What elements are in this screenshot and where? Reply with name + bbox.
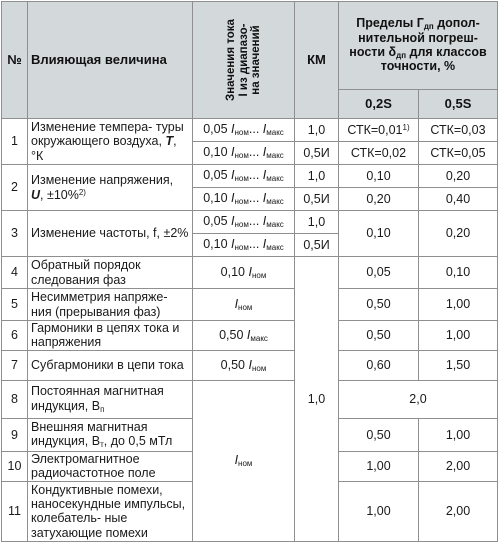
header-influence: Влияющая величина (28, 2, 193, 119)
row-influence: Изменение темпера- туры окружающего воздуха, T, °К (28, 119, 193, 165)
limit-05s: 0,40 (419, 188, 498, 211)
row-influence: Изменение напряжения, U, ±10%$^{2)}$ (28, 165, 193, 211)
row-influence: Субгармоники в цепи тока (28, 350, 193, 380)
km-value-merged: 1,0 (295, 257, 339, 542)
header-class-05s: 0,5S (419, 90, 498, 119)
current-range: 0,10 $I_{ном}$... $I_{макс}$ (193, 188, 295, 211)
row-influence: Изменение частоты, f, ±2% (28, 211, 193, 257)
accuracy-table (1, 1, 498, 542)
table-row (2, 321, 498, 351)
row-number: 9 (2, 418, 28, 451)
limit-02s: 0,50 (339, 321, 419, 351)
current-range: 0,05 $I_{ном}$... $I_{макс}$ (193, 211, 295, 234)
limit-05s: 1,00 (419, 418, 498, 451)
row-number: 6 (2, 321, 28, 351)
table-row (2, 165, 498, 188)
current-value-merged: $I_{ном}$ (193, 380, 295, 541)
row-influence: Гармоники в цепях тока и напряжения (28, 321, 193, 351)
current-range: 0,10 $I_{ном}$... $I_{макс}$ (193, 234, 295, 257)
limit-merged: 2,0 (339, 380, 498, 418)
row-number: 4 (2, 257, 28, 289)
km-value: 1,0 (295, 119, 339, 142)
table-row (2, 211, 498, 234)
row-number: 3 (2, 211, 28, 257)
current-range: 0,10 $I_{ном}$... $I_{макс}$ (193, 142, 295, 165)
limit-05s: 2,00 (419, 451, 498, 481)
km-value: 0,5И (295, 234, 339, 257)
limit-02s: 0,50 (339, 418, 419, 451)
table-row (2, 257, 498, 289)
current-range: 0,05 $I_{ном}$... $I_{макс}$ (193, 165, 295, 188)
limit-02s: 0,05 (339, 257, 419, 289)
limit-05s: СТК=0,03 (419, 119, 498, 142)
header-km: КМ (295, 2, 339, 119)
current-value: 0,50 $I_{ном}$ (193, 350, 295, 380)
limit-02s: 1,00 (339, 481, 419, 541)
row-influence: Электромагнитное радиочастотное поле (28, 451, 193, 481)
current-value: 0,10 $I_{ном}$ (193, 257, 295, 289)
row-number: 1 (2, 119, 28, 165)
limit-05s: 1,50 (419, 350, 498, 380)
header-current-values (193, 2, 295, 119)
limit-02s: $СТК=0,01^{1)}$ (339, 119, 419, 142)
limit-02s: 0,60 (339, 350, 419, 380)
current-value: 0,50 $I_{макс}$ (193, 321, 295, 351)
row-influence: Постоянная магнитная индукция, $B_п$ (28, 380, 193, 418)
current-value: $I_{ном}$ (193, 289, 295, 321)
limit-05s: 1,00 (419, 321, 498, 351)
header-limits: Пределы $Г_{дп}$ допол- нительной погреш- ности $\delta_{дп}$ для классов точности, % (339, 2, 498, 90)
limit-05s: 0,10 (419, 257, 498, 289)
header-number: № (2, 2, 28, 119)
limit-05s: 0,20 (419, 211, 498, 257)
limit-05s: 2,00 (419, 481, 498, 541)
km-value: 1,0 (295, 165, 339, 188)
limit-02s: СТК=0,02 (339, 142, 419, 165)
table-row (2, 119, 498, 142)
row-number: 7 (2, 350, 28, 380)
limit-05s: СТК=0,05 (419, 142, 498, 165)
row-influence: Кондуктивные помехи, наносекундные импульсы, колебатель- ные затухающие помехи (28, 481, 193, 541)
row-influence: Внешняя магнитная индукция, $B_т$, до 0,5 мТл (28, 418, 193, 451)
current-range: 0,05 $I_{ном}$... $I_{макс}$ (193, 119, 295, 142)
row-influence: Обратный порядок следования фаз (28, 257, 193, 289)
table-row (2, 350, 498, 380)
limit-05s: 1,00 (419, 289, 498, 321)
limit-02s: 0,10 (339, 165, 419, 188)
row-number: 11 (2, 481, 28, 541)
row-number: 8 (2, 380, 28, 418)
limit-02s: 0,10 (339, 211, 419, 257)
limit-02s: 0,50 (339, 289, 419, 321)
limit-02s: 0,20 (339, 188, 419, 211)
km-value: 0,5И (295, 142, 339, 165)
row-number: 10 (2, 451, 28, 481)
table-row (2, 289, 498, 321)
limit-02s: 1,00 (339, 451, 419, 481)
header-current-values-label: Значения тока I из диапазо- на значений (224, 19, 262, 101)
row-number: 5 (2, 289, 28, 321)
header-class-02s: 0,2S (339, 90, 419, 119)
km-value: 0,5И (295, 188, 339, 211)
table-row (2, 380, 498, 418)
row-number: 2 (2, 165, 28, 211)
row-influence: Несимметрия напряже- ния (прерывания фаз) (28, 289, 193, 321)
km-value: 1,0 (295, 211, 339, 234)
limit-05s: 0,20 (419, 165, 498, 188)
